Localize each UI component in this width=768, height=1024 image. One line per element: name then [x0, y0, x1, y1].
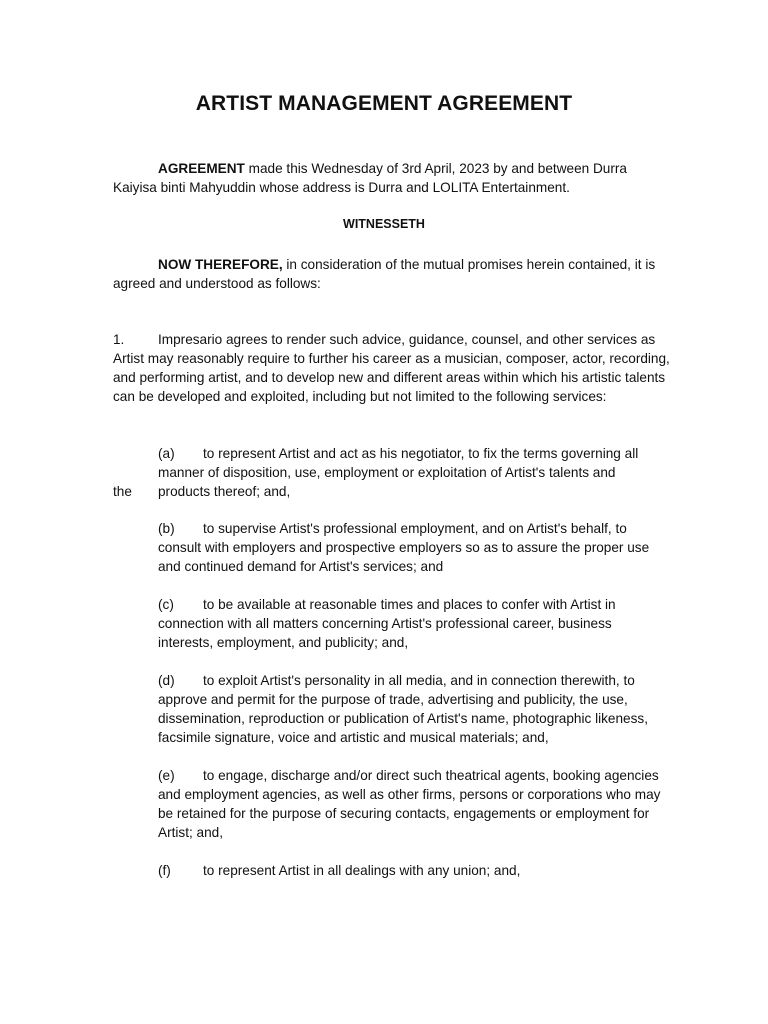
sub-clause-d: [158, 671, 663, 747]
sub-clause-a-letter: (a): [158, 446, 175, 461]
sub-clause-a: [158, 444, 663, 501]
sub-clause-b-letter: (b): [158, 521, 175, 536]
witnesseth-heading: WITNESSETH: [343, 217, 425, 231]
sub-clause-f-text: to represent Artist in all dealings with any union; and,: [203, 863, 521, 878]
sub-clause-e-text: to engage, discharge and/or direct such theatrical agents, booking agencies and employment agencies, as well as other firms, persons or corporations who may be retained for the purpose of securing contacts, engagements or employment for Artist; and,: [158, 768, 661, 840]
clause-1-text: Artist may reasonably require to further his career as a musician, composer, actor, recording, and performing artist, and to develop new and different areas within which his artistic talents can be developed and exploited, including but not limited to the following services:: [113, 351, 670, 404]
sub-clause-a-text: to represent Artist and act as his negotiator, to fix the terms governing all manner of disposition, use, employment or exploitation of Artist's talents and products thereof; and,: [158, 446, 639, 499]
sub-clause-d-text: to exploit Artist's personality in all media, and in connection therewith, to approve and permit for the purpose of trade, advertising and publicity, the use, dissemination, reproduction or publication of Artist's name, photographic likeness, facsimile signature, voice and artistic and musical materials; and,: [158, 673, 648, 745]
clause-1-number: 1.: [113, 332, 125, 347]
sub-clause-c-letter: (c): [158, 597, 174, 612]
now-therefore-text: in consideration of the mutual promises herein contained, it is agreed and understood as follows:: [113, 257, 656, 291]
intro-bold: AGREEMENT: [158, 161, 245, 176]
margin-word-the: the: [113, 484, 132, 499]
sub-clause-f: [158, 861, 663, 880]
sub-clause-c-text: to be available at reasonable times and places to confer with Artist in connection with all matters concerning Artist's professional career, business interests, employment, and publicity; and,: [158, 597, 616, 650]
sub-clause-e-letter: (e): [158, 768, 175, 783]
sub-clause-b: [158, 519, 663, 576]
sub-clause-b-text: to supervise Artist's professional employment, and on Artist's behalf, to consult with employers and prospective employers so as to assure the proper use and continued demand for Artist's services; and: [158, 521, 650, 574]
clause-1-first-line: Impresario agrees to render such advice, guidance, counsel, and other services as: [158, 332, 656, 347]
now-therefore-paragraph: [113, 255, 673, 293]
sub-clause-c: [158, 595, 663, 652]
sub-clause-f-letter: (f): [158, 863, 171, 878]
intro-text: made this Wednesday of 3rd April, 2023 by and between Durra Kaiyisa binti Mahyuddin whose address is Durra and LOLITA Entertainment.: [113, 161, 627, 195]
intro-paragraph: [113, 159, 673, 197]
now-therefore-bold: NOW THEREFORE,: [158, 257, 283, 272]
sub-clause-d-letter: (d): [158, 673, 175, 688]
sub-clause-e: [158, 766, 663, 842]
document-title: ARTIST MANAGEMENT AGREEMENT: [195, 92, 573, 115]
